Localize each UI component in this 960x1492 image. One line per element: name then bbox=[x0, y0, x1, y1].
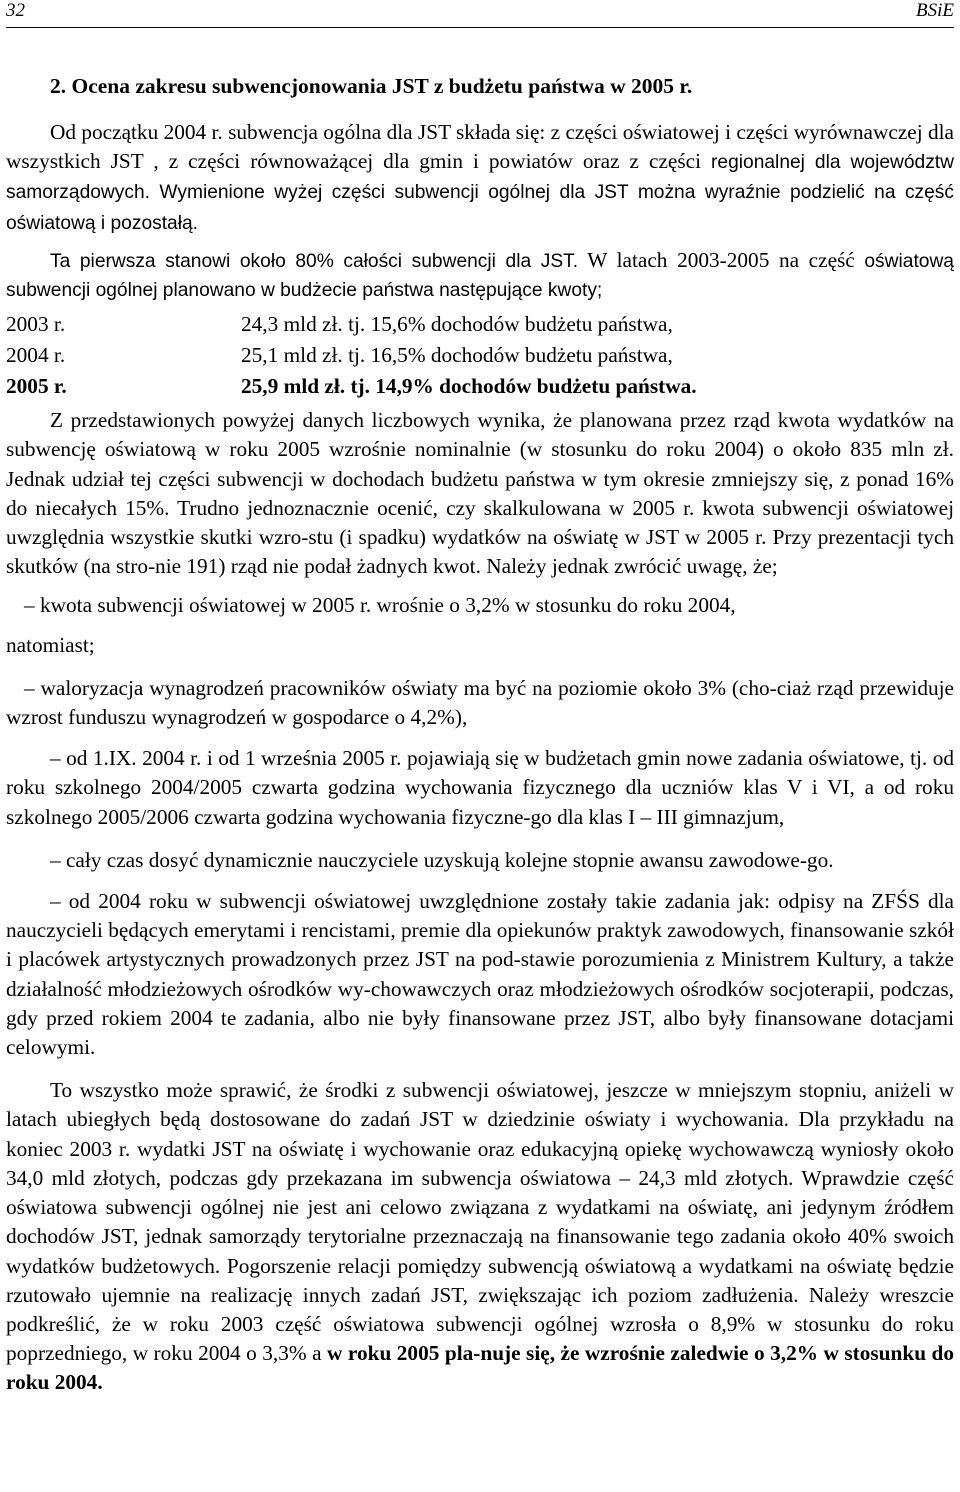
amount-row bbox=[6, 309, 954, 340]
page-body bbox=[6, 72, 954, 1398]
amount-value: 25,1 mld zł. tj. 16,5% dochodów budżetu państwa, bbox=[241, 343, 673, 368]
paragraph-intro bbox=[6, 118, 954, 238]
amount-value: 24,3 mld zł. tj. 15,6% dochodów budżetu państwa, bbox=[241, 312, 673, 337]
amount-year: 2004 r. bbox=[6, 343, 66, 368]
paragraph-conclusion bbox=[6, 1076, 954, 1397]
section-title: 2. Ocena zakresu subwencjonowania JST z budżetu państwa w 2005 r. bbox=[50, 74, 693, 98]
amount-row bbox=[6, 340, 954, 371]
paragraph-share-serif: W latach 2003-2005 na część bbox=[578, 247, 855, 272]
journal-name: BSiE bbox=[916, 0, 954, 21]
bullet-item: – od 2004 roku w subwencji oświatowej uwzględnione zostały takie zadania jak: odpisy na ZFŚS dla nauczycieli będących emerytami i rencistami, premie dla opiekunów praktyk zawodowych, finansowanie szkół i placówek artystycznych prowadzonych przez JST na pod-stawie porozumienia z Ministrem Kultury, a także działalność młodzieżowych ośrodków wy-chowawczych oraz młodzieżowych ośrodków socjoterapii, podczas, gdy przed rokiem 2004 te zadania, albo nie były finansowane przez JST, albo były finansowane dotacjami celowymi. bbox=[6, 889, 954, 1060]
bullet-item: – od 1.IX. 2004 r. i od 1 września 2005 r. pojawiają się w budżetach gmin nowe zadania oświatowe, tj. od roku szkolnego 2004/2005 czwarta godzina wychowania fizycznego dla uczniów klas V i VI, a od roku szkolnego 2005/2006 czwarta godzina wychowania fizyczne-go dla klas I – III gimnazjum, bbox=[6, 746, 954, 829]
bullet-connector: natomiast; bbox=[6, 632, 95, 657]
amounts-list bbox=[6, 309, 954, 402]
page-header bbox=[6, 0, 954, 24]
bullet-item: – cały czas dosyć dynamicznie nauczyciele uzyskują kolejne stopnie awansu zawodowe-go. bbox=[50, 847, 834, 872]
paragraph-share bbox=[6, 246, 954, 305]
paragraph-intro-serif: Od początku 2004 r. subwencja ogólna dla JST składa się: z części oświatowej i części wyrównawczej dla wszystkich JST , z części równoważącej dla gmin i powiatów oraz z części bbox=[6, 120, 954, 174]
amount-row bbox=[6, 371, 954, 402]
bullet-item: – kwota subwencji oświatowej w 2005 r. wrośnie o 3,2% w stosunku do roku 2004, bbox=[24, 593, 736, 618]
paragraph-intro-sans: regionalnej dla województw samorządowych. Wymienione wyżej części subwencji ogólnej dla JST można wyraźnie podzielić na część oświatową i pozostałą. bbox=[6, 152, 954, 234]
amount-year: 2003 r. bbox=[6, 312, 66, 337]
paragraph-conclusion-bold: w roku 2005 pla-nuje się, że wzrośnie zaledwie o 3,2% w stosunku do roku 2004. bbox=[6, 1341, 955, 1395]
paragraph-analysis: Z przedstawionych powyżej danych liczbowych wynika, że planowana przez rząd kwota wydatków na subwencję oświatową w roku 2005 wzrośnie nominalnie (w stosunku do roku 2004) o około 835 mln zł. Jednak udział tej części subwencji w dochodach budżetu państwa w tym okresie zmniejszy się, z ponad 16% do niecałych 15%. Trudno jednoznacznie ocenić, czy skalkulowana w 2005 r. kwota subwencji oświatowej uwzględnia wszystkie skutki wzro-stu (i spadku) wydatków na oświatę w JST w 2005 r. Przy prezentacji tych skutków (na stro-nie 191) rząd nie podał żadnych kwot. Należy jednak zwrócić uwagę, że; bbox=[6, 408, 954, 579]
amount-year: 2005 r. bbox=[6, 374, 67, 399]
paragraph-share-sans-b: oświatową subwencji ogólnej planowano w budżecie państwa następujące kwoty; bbox=[6, 250, 954, 302]
header-rule bbox=[6, 27, 954, 28]
paragraph-conclusion-text: To wszystko może sprawić, że środki z subwencji oświatowej, jeszcze w mniejszym stopniu, aniżeli w latach ubiegłych będą dostosowane do zadań JST w dziedzinie oświaty i wychowania. Dla przykładu na koniec 2003 r. wydatki JST na oświatę i wychowanie oraz edukacyjną opiekę wychowawczą wyniosły około 34,0 mld złotych, podczas gdy przekazana im subwencja oświatowa – 24,3 mld złotych. Wprawdzie część oświatowa subwencji ogólnej nie jest ani celowo związana z wydatkami na oświatę, ani jedynym źródłem dochodów JST, jednak samorządy terytorialne przeznaczają na finansowanie tego zadania około 40% swoich wydatków budżetowych. Pogorszenie relacji pomiędzy subwencją oświatową a wydatkami na oświatę będzie rzutowało ujemnie na realizację innych zadań JST, zwiększając ich poziom zadłużenia. Należy wreszcie podkreślić, że w roku 2003 część oświatowa subwencji ogólnej wzrosła o 8,9% w stosunku do roku poprzedniego, w roku 2004 o 3,3% a bbox=[6, 1078, 954, 1366]
paragraph-share-sans: Ta pierwsza stanowi około 80% całości subwencji dla JST. bbox=[50, 250, 579, 272]
amount-value: 25,9 mld zł. tj. 14,9% dochodów budżetu państwa. bbox=[241, 374, 697, 399]
page-number: 32 bbox=[6, 0, 25, 21]
bullet-item: – waloryzacja wynagrodzeń pracowników oświaty ma być na poziomie około 3% (cho-ciaż rząd przewiduje wzrost funduszu wynagrodzeń w gospodarce o 4,2%), bbox=[6, 675, 954, 730]
